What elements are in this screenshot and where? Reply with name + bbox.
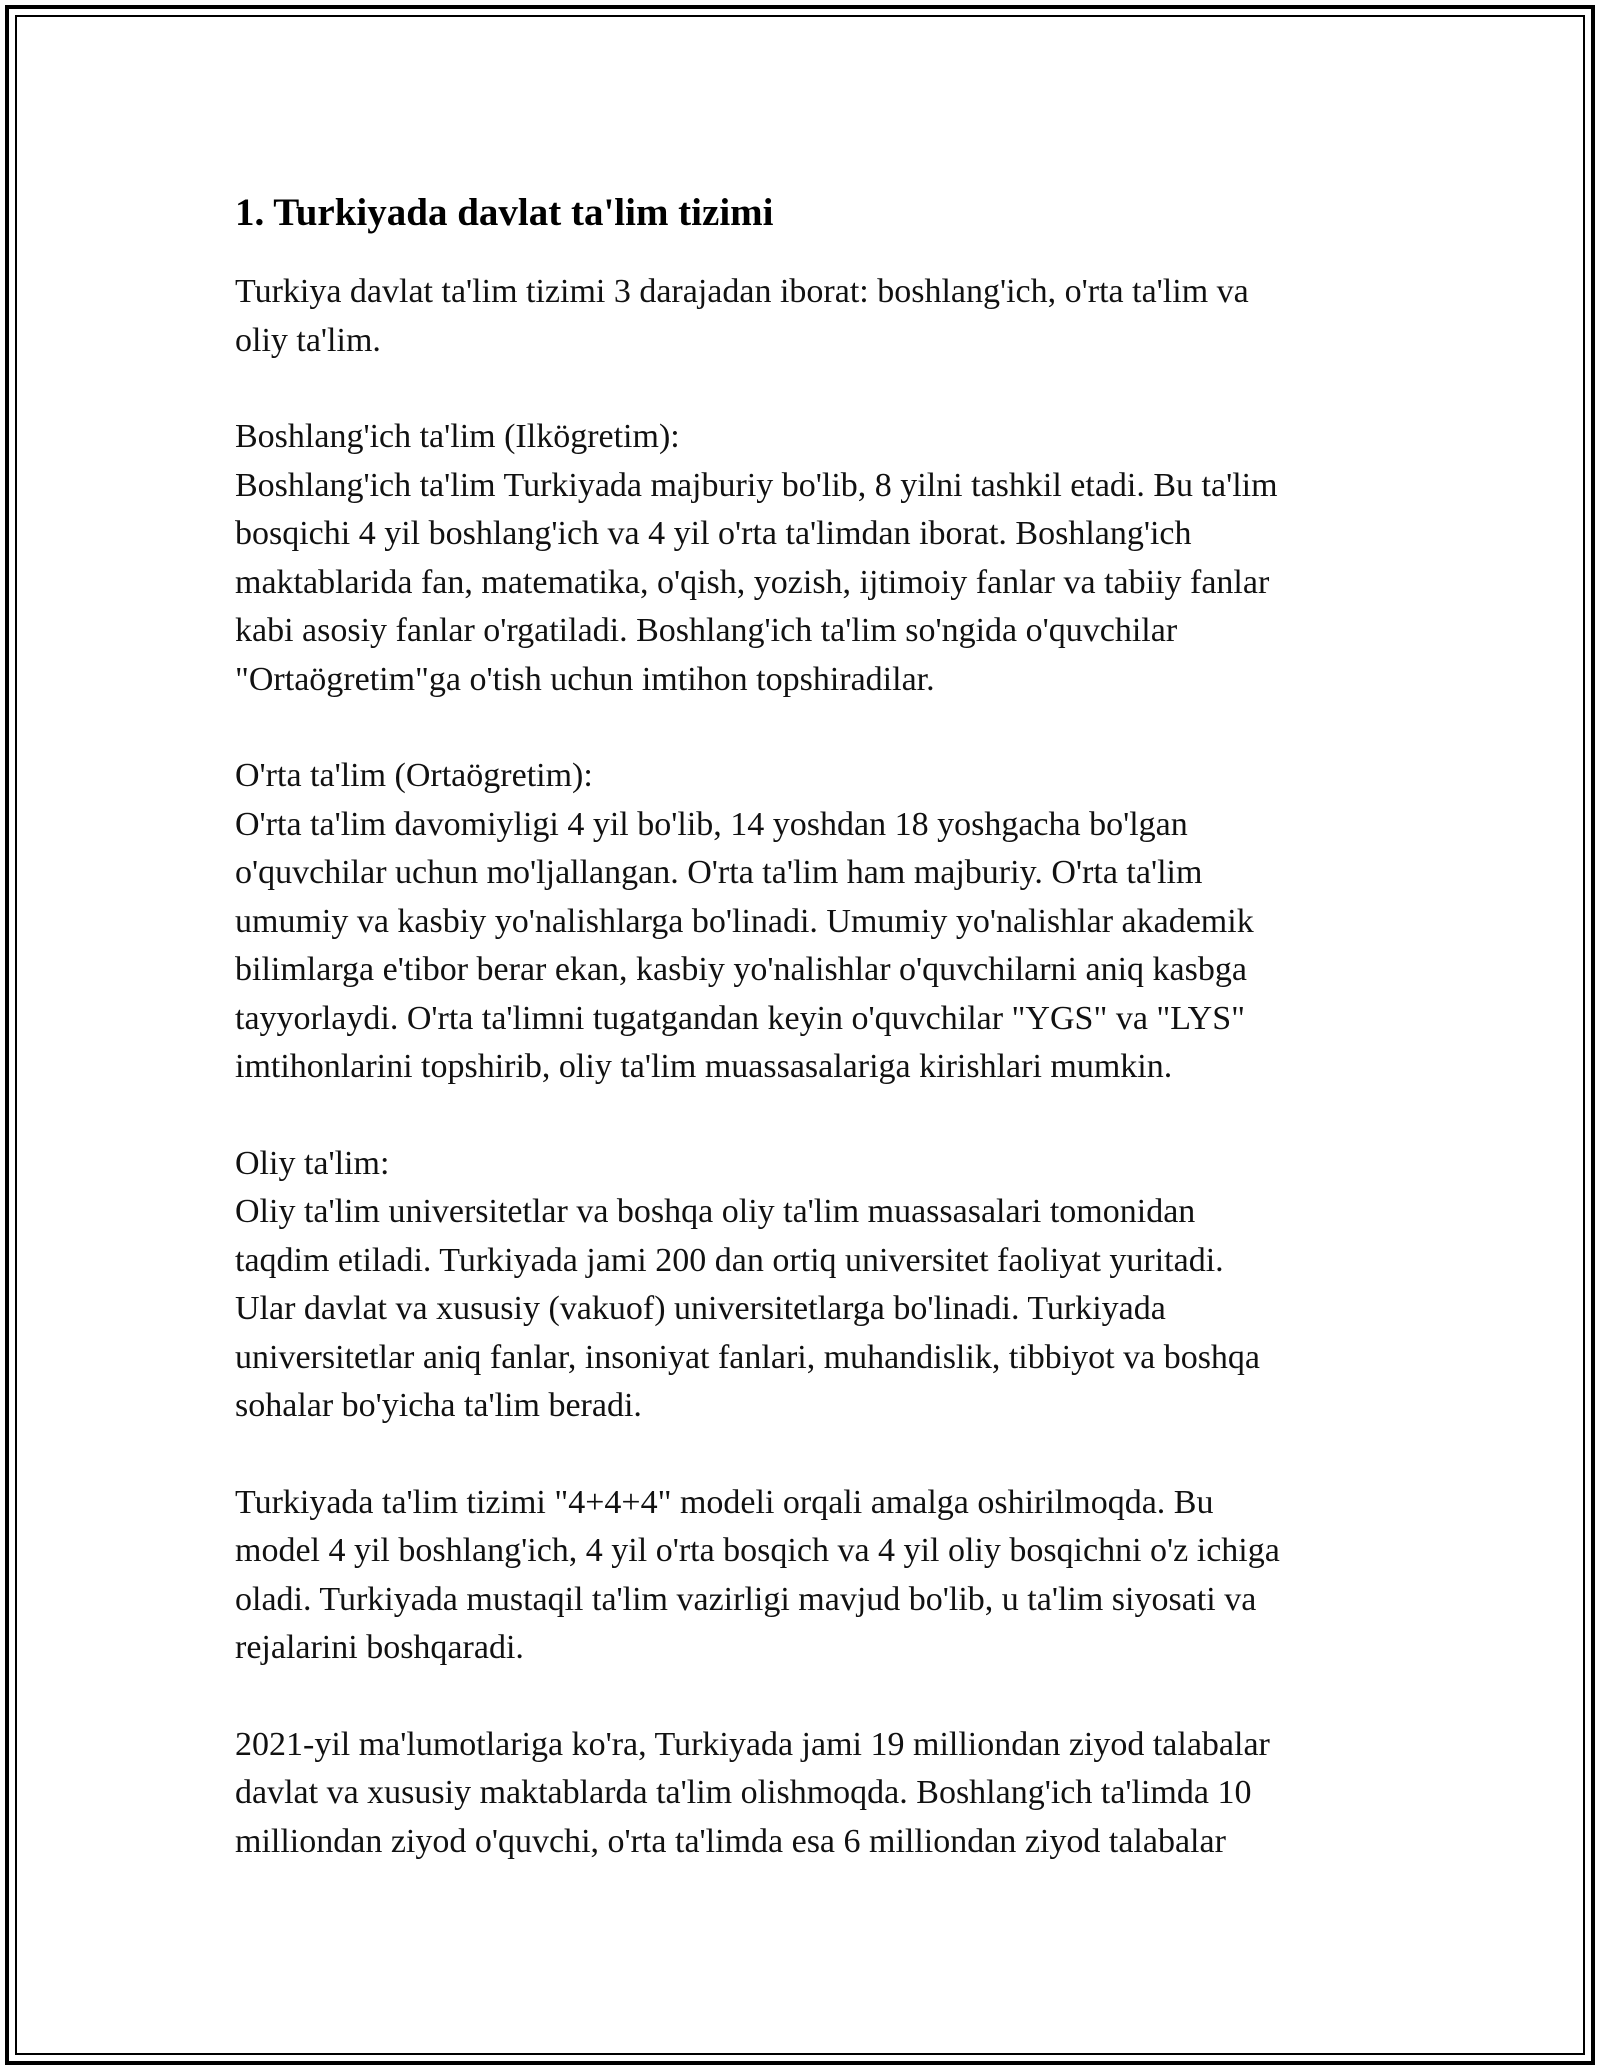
paragraph-primary-education: Boshlang'ich ta'lim (Ilkögretim): Boshlang'ich ta'lim Turkiyada majburiy bo'lib, 8 yilni tashkil etadi. Bu ta'lim bosqichi 4 yil boshlang'ich va 4 yil o'rta ta'limdan iborat. Boshlang'ich maktablarida fan, matematika, o'qish, yozish, ijtimoiy fanlar va tabiiy fanlar kabi asosiy fanlar o'rgatiladi. Boshlang'ich ta'lim so'ngida o'quvchilar "Ortaögretim"ga o'tish uchun imtihon topshiradilar. <box>235 418 1278 698</box>
paragraph-444-model: Turkiyada ta'lim tizimi "4+4+4" modeli orqali amalga oshirilmoqda. Bu model 4 yil boshlang'ich, 4 yil o'rta bosqich va 4 yil oliy bosqichni o'z ichiga oladi. Turkiyada mustaqil ta'lim vazirligi mavjud bo'lib, u ta'lim siyosati va rejalarini boshqaradi. <box>235 1483 1280 1666</box>
paragraph-secondary-education: O'rta ta'lim (Ortaögretim): O'rta ta'lim davomiyligi 4 yil bo'lib, 14 yoshdan 18 yoshgacha bo'lgan o'quvchilar uchun mo'ljallangan. O'rta ta'lim ham majburiy. O'rta ta'lim umumiy va kasbiy yo'nalishlarga bo'linadi. Umumiy yo'nalishlar akademik bilimlarga e'tibor berar ekan, kasbiy yo'nalishlar o'quvchilarni aniq kasbga tayyorlaydi. O'rta ta'limni tugatgandan keyin o'quvchilar "YGS" va "LYS" imtihonlarini topshirib, oliy ta'lim muassasalariga kirishlari mumkin. <box>235 757 1254 1085</box>
paragraph-higher-education: Oliy ta'lim: Oliy ta'lim universitetlar va boshqa oliy ta'lim muassasalari tomonidan taqdim etiladi. Turkiyada jami 200 dan ortiq universitet faoliyat yuritadi. Ular davlat va xususiy (vakuof) universitetlarga bo'linadi. Turkiyada universitetlar aniq fanlar, insoniyat fanlari, muhandislik, tibbiyot va boshqa sohalar bo'yicha ta'lim beradi. <box>235 1144 1261 1424</box>
section-heading: 1. Turkiyada davlat ta'lim tizimi <box>235 191 774 234</box>
document-body <box>235 184 1385 1866</box>
paragraph-statistics: 2021-yil ma'lumotlariga ko'ra, Turkiyada jami 19 milliondan ziyod talabalar davlat va xususiy maktablarda ta'lim olishmoqda. Boshlang'ich ta'limda 10 milliondan ziyod o'quvchi, o'rta ta'limda esa 6 milliondan ziyod talabalar <box>235 1725 1270 1860</box>
paragraph-intro: Turkiya davlat ta'lim tizimi 3 darajadan iborat: boshlang'ich, o'rta ta'lim va oliy ta'lim. <box>235 273 1249 359</box>
